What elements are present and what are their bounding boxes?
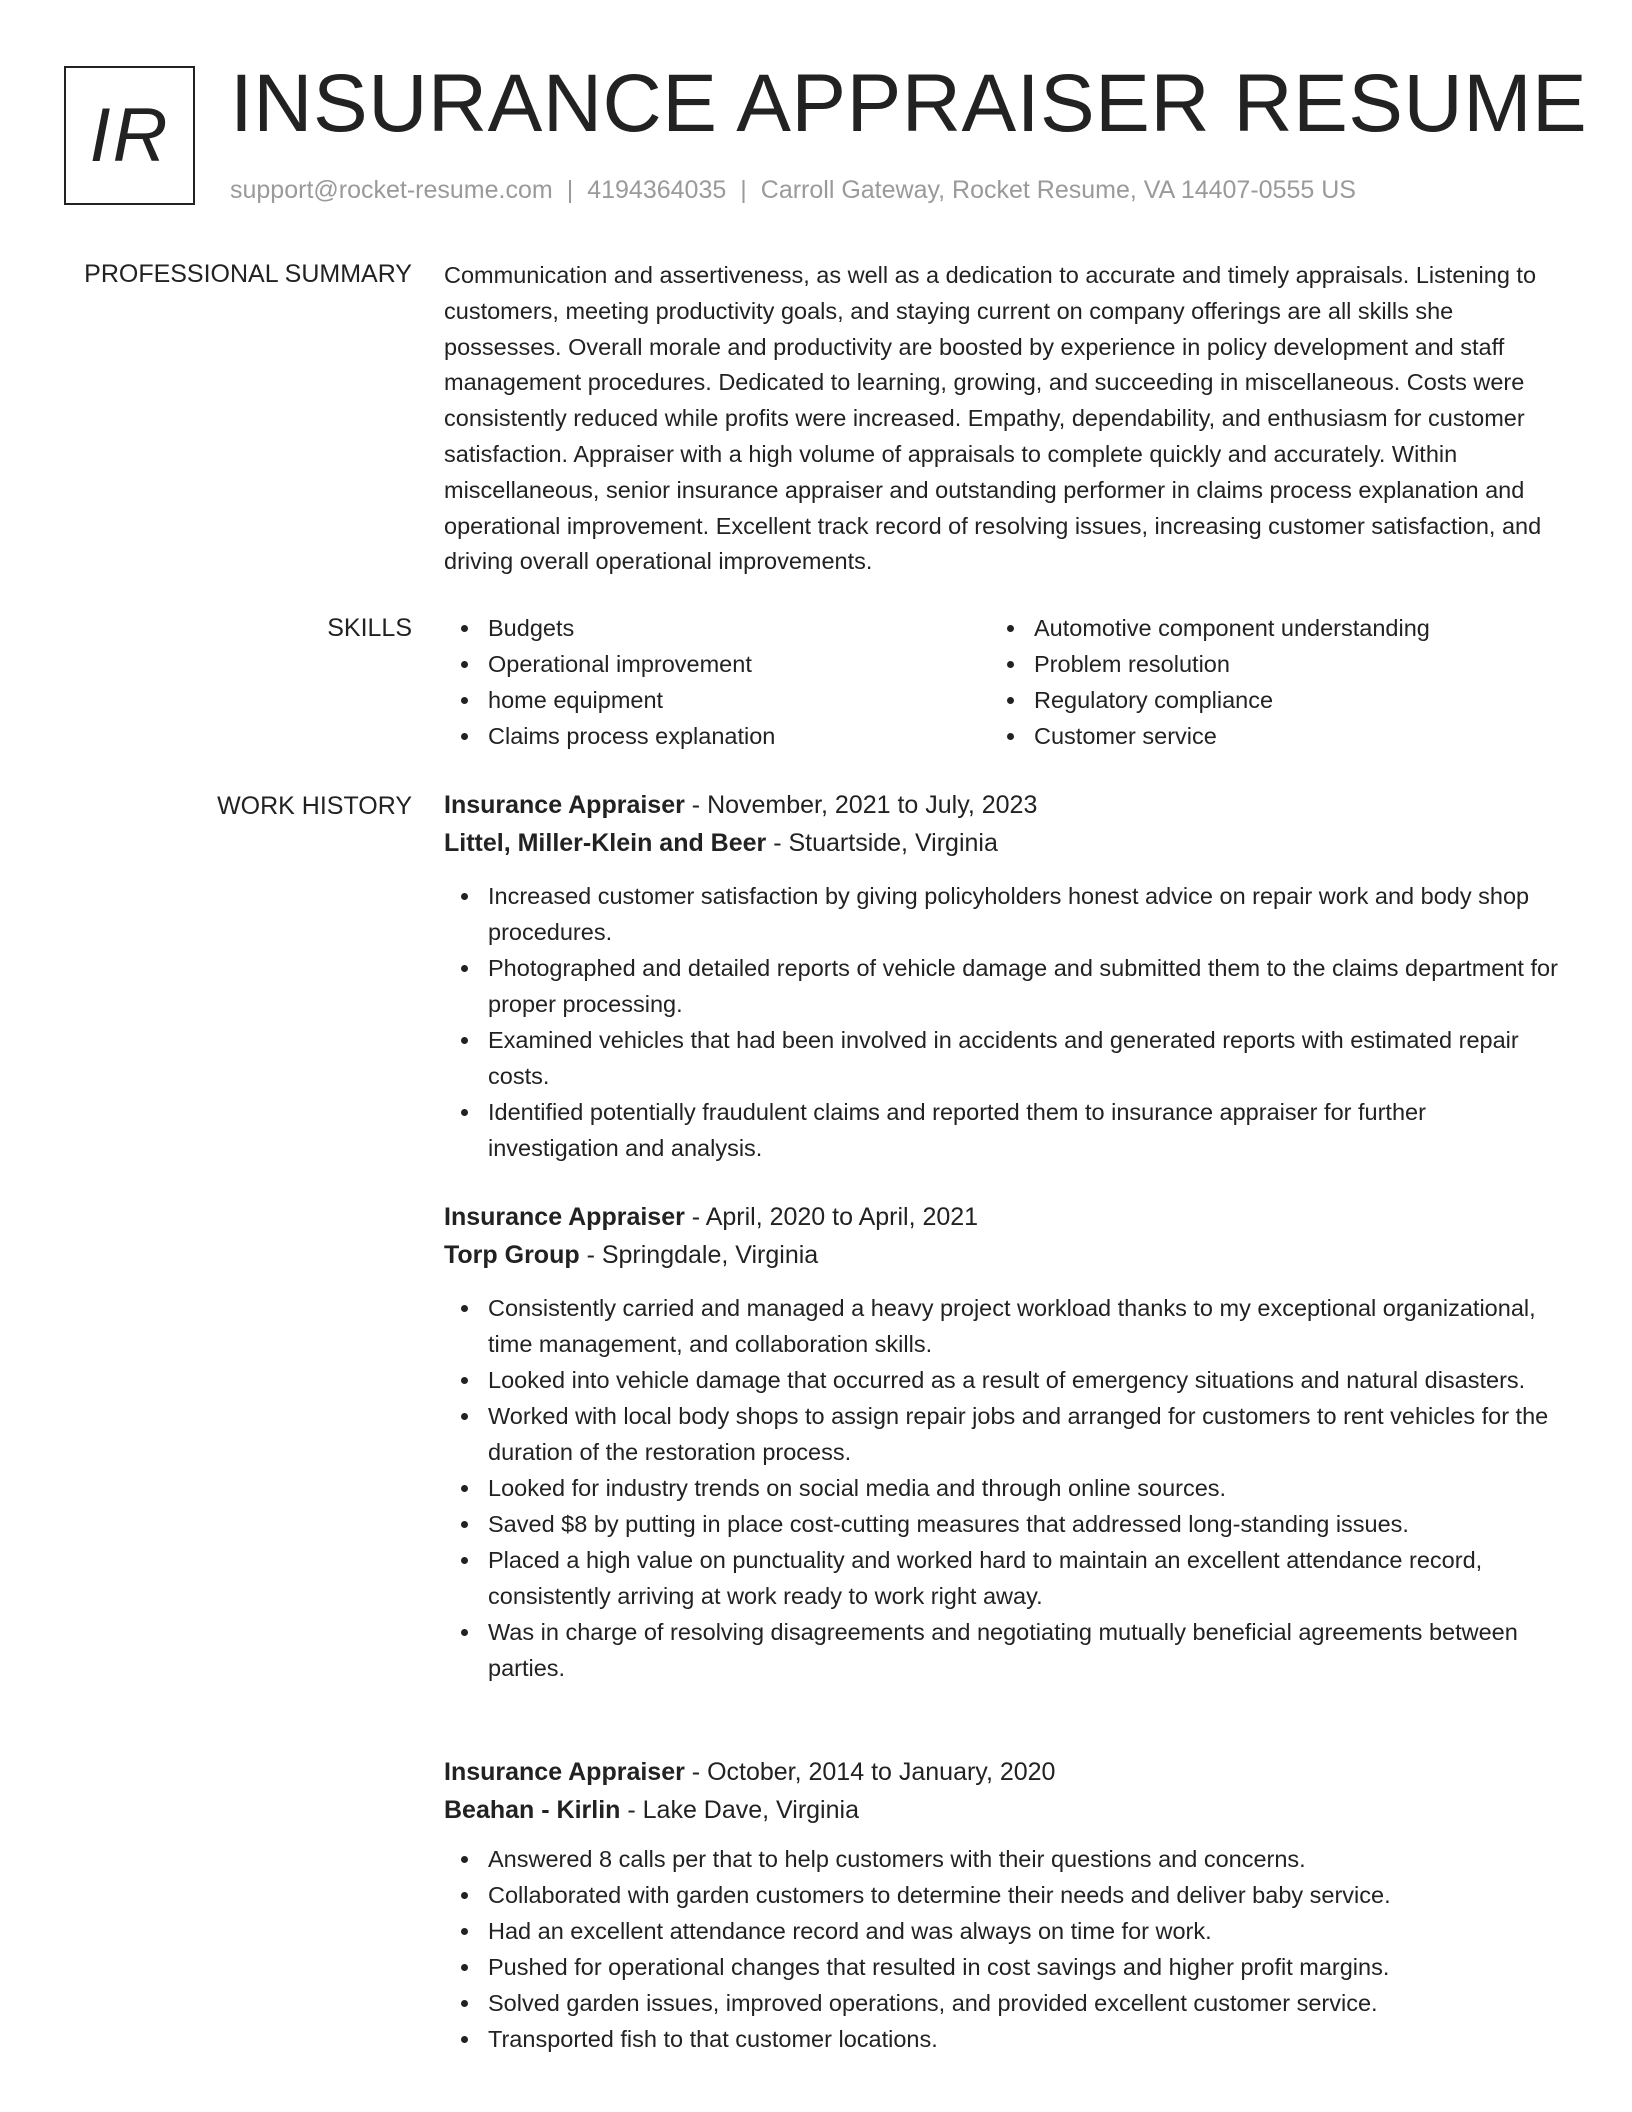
job-bullet: Identified potentially fraudulent claims and reported them to insurance appraiser for further investigation and analysis. bbox=[444, 1094, 1560, 1166]
section-heading-summary: PROFESSIONAL SUMMARY bbox=[84, 260, 412, 288]
job-bullet: Was in charge of resolving disagreements and negotiating mutually beneficial agreements between parties. bbox=[444, 1614, 1560, 1686]
summary-text: Communication and assertiveness, as well as a dedication to accurate and timely appraisals. Listening to customers, meeting productivity goals, and staying current on company offerings are all skills she possesses. Overall morale and productivity are boosted by experience in policy development and staff management procedures. Dedicated to learning, growing, and succeeding in miscellaneous. Costs were consistently reduced while profits were increased. Empathy, dependability, and enthusiasm for customer satisfaction. Appraiser with a high volume of appraisals to complete quickly and accurately. Within miscellaneous, senior insurance appraiser and outstanding performer in claims process explanation and operational improvement. Excellent track record of resolving issues, increasing customer satisfaction, and driving overall operational improvements. bbox=[444, 262, 1542, 575]
job-bullets bbox=[444, 878, 1560, 1166]
job-company: Torp Group bbox=[444, 1241, 580, 1269]
job-bullet: Photographed and detailed reports of vehicle damage and submitted them to the claims department for proper processing. bbox=[444, 950, 1560, 1022]
dash-separator: - bbox=[579, 1241, 602, 1269]
job-bullet: Worked with local body shops to assign repair jobs and arranged for customers to rent vehicles for the duration of the restoration process. bbox=[444, 1398, 1560, 1470]
job-bullet: Solved garden issues, improved operations, and provided excellent customer service. bbox=[444, 1985, 1560, 2021]
contact-line bbox=[230, 172, 1356, 208]
job-title: Insurance Appraiser bbox=[444, 791, 685, 819]
skill-item: Problem resolution bbox=[990, 646, 1536, 682]
skill-item: Regulatory compliance bbox=[990, 682, 1536, 718]
job-company-line bbox=[444, 1236, 1560, 1274]
job-dates: April, 2020 to April, 2021 bbox=[705, 1203, 979, 1231]
dash-separator: - bbox=[684, 1203, 706, 1231]
job-company: Littel, Miller-Klein and Beer bbox=[444, 829, 767, 857]
job-bullet: Pushed for operational changes that resulted in cost savings and higher profit margins. bbox=[444, 1949, 1560, 1985]
job-company-line bbox=[444, 1791, 1560, 1829]
job-bullet: Collaborated with garden customers to determine their needs and deliver baby service. bbox=[444, 1877, 1560, 1913]
job-bullet: Examined vehicles that had been involved in accidents and generated reports with estimated repair costs. bbox=[444, 1022, 1560, 1094]
skills-list-left bbox=[444, 610, 990, 754]
job-entry bbox=[444, 1198, 1560, 1686]
job-dates: November, 2021 to July, 2023 bbox=[707, 791, 1038, 819]
job-bullet: Transported fish to that customer locations. bbox=[444, 2021, 1560, 2057]
contact-email[interactable]: support@rocket-resume.com bbox=[230, 176, 553, 204]
resume-title: INSURANCE APPRAISER RESUME bbox=[230, 58, 1588, 149]
job-entry bbox=[444, 786, 1560, 1166]
job-bullet: Had an excellent attendance record and was always on time for work. bbox=[444, 1913, 1560, 1949]
contact-separator: | bbox=[740, 176, 747, 204]
job-entry bbox=[444, 1753, 1560, 2057]
job-bullets bbox=[444, 1290, 1560, 1686]
skills-list-right bbox=[990, 610, 1536, 754]
job-bullets bbox=[444, 1841, 1560, 2057]
dash-separator: - bbox=[684, 791, 708, 819]
skill-item: home equipment bbox=[444, 682, 990, 718]
skill-item: Automotive component understanding bbox=[990, 610, 1536, 646]
job-company-line bbox=[444, 824, 1560, 862]
job-bullet: Increased customer satisfaction by giving policyholders honest advice on repair work and body shop procedures. bbox=[444, 878, 1560, 950]
contact-address: Carroll Gateway, Rocket Resume, VA 14407-0555 US bbox=[760, 176, 1356, 204]
job-location: Lake Dave, Virginia bbox=[642, 1796, 859, 1824]
job-bullet: Looked into vehicle damage that occurred as a result of emergency situations and natural disasters. bbox=[444, 1362, 1560, 1398]
job-title: Insurance Appraiser bbox=[444, 1203, 685, 1231]
section-heading-skills: SKILLS bbox=[327, 614, 412, 642]
job-location: Stuartside, Virginia bbox=[788, 829, 998, 857]
job-bullet: Consistently carried and managed a heavy project workload thanks to my exceptional organizational, time management, and collaboration skills. bbox=[444, 1290, 1560, 1362]
job-title-line bbox=[444, 1753, 1560, 1791]
skill-item: Claims process explanation bbox=[444, 718, 990, 754]
job-title-line bbox=[444, 1198, 1560, 1236]
contact-separator: | bbox=[566, 176, 574, 204]
skill-item: Customer service bbox=[990, 718, 1536, 754]
monogram-logo: IR bbox=[64, 66, 195, 205]
job-location: Springdale, Virginia bbox=[601, 1241, 819, 1269]
job-title-line bbox=[444, 786, 1560, 824]
dash-separator: - bbox=[620, 1796, 643, 1824]
skill-item: Operational improvement bbox=[444, 646, 990, 682]
dash-separator: - bbox=[766, 829, 789, 857]
job-dates: October, 2014 to January, 2020 bbox=[707, 1758, 1056, 1786]
job-bullet: Answered 8 calls per that to help customers with their questions and concerns. bbox=[444, 1841, 1560, 1877]
job-title: Insurance Appraiser bbox=[444, 1758, 685, 1786]
skill-item: Budgets bbox=[444, 610, 990, 646]
section-heading-work-history: WORK HISTORY bbox=[217, 792, 412, 820]
job-company: Beahan - Kirlin bbox=[444, 1796, 621, 1824]
job-bullet: Saved $8 by putting in place cost-cutting measures that addressed long-standing issues. bbox=[444, 1506, 1560, 1542]
job-bullet: Looked for industry trends on social media and through online sources. bbox=[444, 1470, 1560, 1506]
contact-phone[interactable]: 4194364035 bbox=[587, 176, 727, 204]
dash-separator: - bbox=[684, 1758, 708, 1786]
job-bullet: Placed a high value on punctuality and worked hard to maintain an excellent attendance record, consistently arriving at work ready to work right away. bbox=[444, 1542, 1560, 1614]
